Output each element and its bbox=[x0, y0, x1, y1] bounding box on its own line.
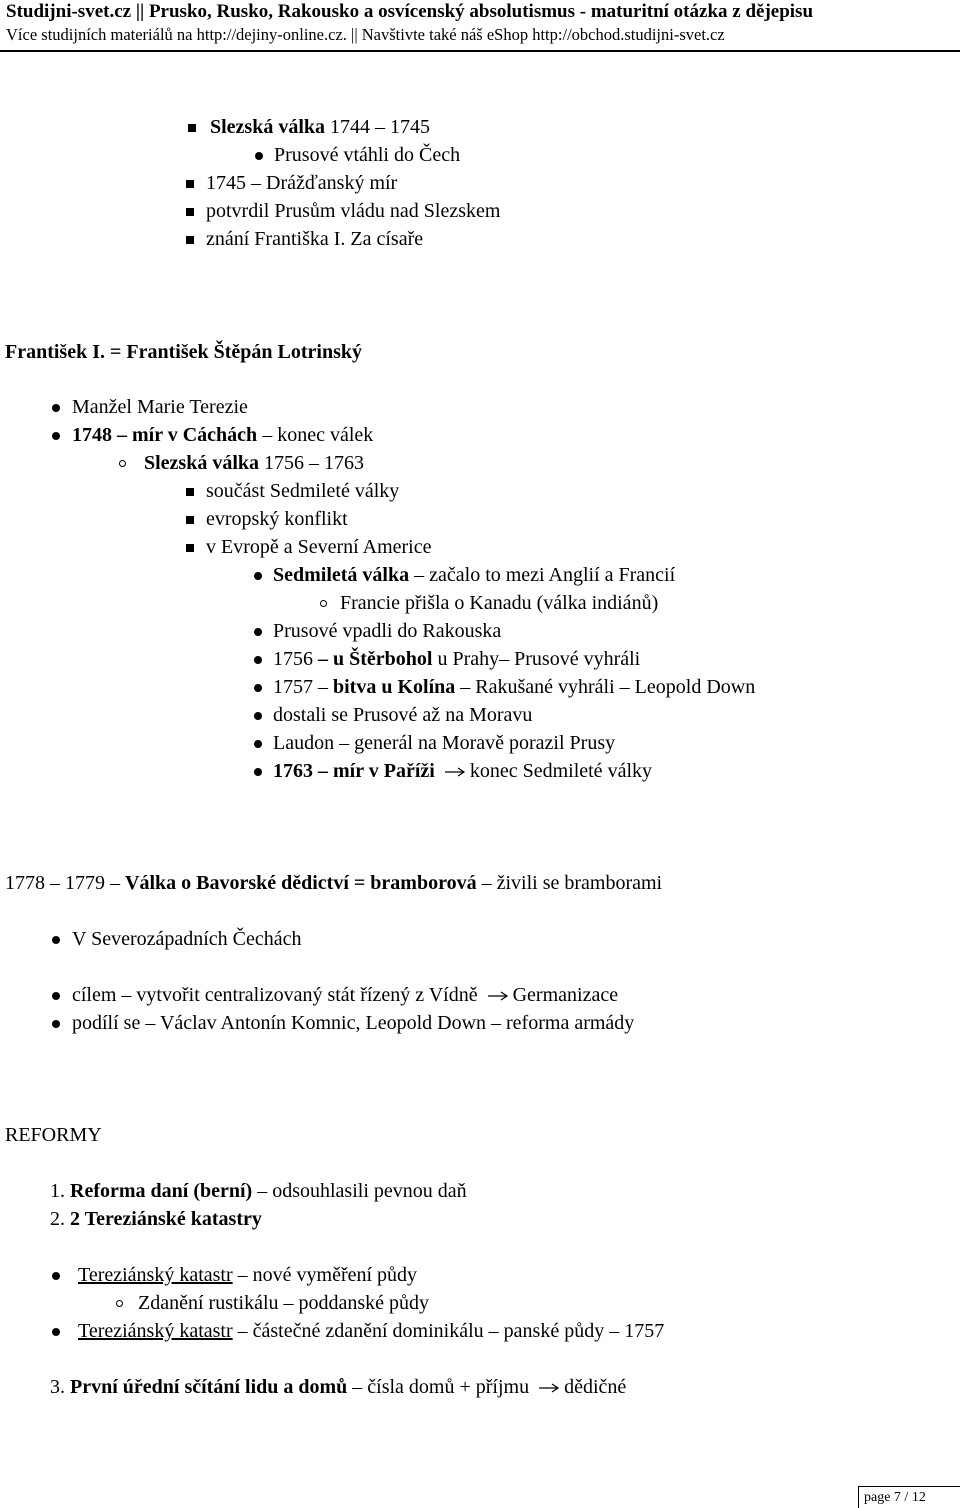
list-item bbox=[210, 115, 430, 139]
item-text: 1756 – 1763 bbox=[259, 452, 365, 474]
header-title-line bbox=[6, 1, 813, 23]
heading-bold-text: Válka o Bavorské dědictví = bramborová bbox=[125, 872, 477, 894]
item-text: cílem – vytvořit centralizovaný stát řízený z Vídně bbox=[72, 984, 478, 1006]
item-number: 1. bbox=[50, 1180, 65, 1202]
list-item bbox=[273, 647, 640, 671]
header-more-materials-link[interactable]: Více studijních materiálů na http://dejiny-online.cz. bbox=[6, 25, 347, 44]
header-eshop-link[interactable]: Navštivte také náš eShop http://obchod.studijni-svet.cz bbox=[361, 25, 725, 44]
katastr-link[interactable]: Tereziánský katastr bbox=[78, 1320, 233, 1342]
item-text: – začalo to mezi Anglií a Francií bbox=[409, 564, 676, 586]
disc-bullet-icon bbox=[254, 656, 262, 664]
page-number: page 7 / 12 bbox=[864, 1490, 926, 1505]
header-separator: || bbox=[351, 25, 358, 44]
item-text: – Rakušané vyhráli – Leopold Down bbox=[455, 676, 756, 698]
square-bullet-icon bbox=[186, 180, 194, 188]
item-text: dědičné bbox=[564, 1376, 627, 1398]
page-header bbox=[0, 0, 960, 52]
section-heading: REFORMY bbox=[5, 1124, 102, 1146]
item-bold-text: 1763 – mír v Paříži bbox=[273, 760, 435, 782]
list-item: Zdanění rustikálu – poddanské půdy bbox=[138, 1292, 430, 1314]
disc-bullet-icon bbox=[52, 404, 60, 412]
heading-dates: 1778 – 1779 – bbox=[5, 872, 125, 894]
disc-bullet-icon bbox=[52, 1328, 60, 1336]
list-item: Manžel Marie Terezie bbox=[72, 396, 248, 418]
item-text: – konec válek bbox=[257, 424, 374, 446]
item-text: u Prahy– Prusové vyhráli bbox=[432, 648, 641, 670]
disc-bullet-icon bbox=[255, 152, 263, 160]
square-bullet-icon bbox=[186, 236, 194, 244]
list-item bbox=[72, 1319, 664, 1343]
item-text: 1744 – 1745 bbox=[325, 116, 431, 138]
header-site-name[interactable]: Studijni-svet.cz bbox=[6, 1, 132, 22]
header-document-title: Prusko, Rusko, Rakousko a osvícenský absolutismus - maturitní otázka z dějepisu bbox=[148, 1, 814, 22]
list-item: podílí se – Václav Antonín Komnic, Leopold Down – reforma armády bbox=[72, 1012, 635, 1034]
square-bullet-icon bbox=[188, 124, 196, 132]
square-bullet-icon bbox=[186, 208, 194, 216]
item-text: – nové vyměření půdy bbox=[232, 1264, 418, 1286]
disc-bullet-icon bbox=[52, 936, 60, 944]
item-number: 2. bbox=[50, 1208, 65, 1230]
square-bullet-icon bbox=[186, 516, 194, 524]
item-bold-text: – u Štěrbohol bbox=[318, 648, 433, 670]
disc-bullet-icon bbox=[52, 1020, 60, 1028]
list-item bbox=[144, 451, 364, 475]
list-item: evropský konflikt bbox=[206, 508, 348, 530]
item-text: – čísla domů + příjmu bbox=[347, 1376, 530, 1398]
item-text: – částečné zdanění dominikálu – panské půdy – 1757 bbox=[232, 1320, 665, 1342]
circle-bullet-icon bbox=[119, 460, 126, 467]
disc-bullet-icon bbox=[254, 572, 262, 580]
square-bullet-icon bbox=[186, 488, 194, 496]
disc-bullet-icon bbox=[254, 768, 262, 776]
list-item: Prusové vpadli do Rakouska bbox=[273, 620, 502, 642]
item-bold-text: Reforma daní (berní) bbox=[70, 1180, 253, 1202]
header-separator: || bbox=[135, 1, 145, 22]
list-item: v Evropě a Severní Americe bbox=[206, 536, 432, 558]
header-divider bbox=[0, 50, 960, 52]
item-bold-text: Slezská válka bbox=[210, 116, 326, 138]
disc-bullet-icon bbox=[52, 432, 60, 440]
item-bold-text: bitva u Kolína bbox=[333, 676, 456, 698]
right-arrow-icon bbox=[444, 766, 466, 778]
heading-rest-text: – živili se bramborami bbox=[476, 872, 663, 894]
square-bullet-icon bbox=[186, 544, 194, 552]
list-item: Prusové vtáhli do Čech bbox=[274, 144, 461, 166]
item-bold-text: Sedmiletá válka bbox=[273, 564, 410, 586]
list-item: dostali se Prusové až na Moravu bbox=[273, 704, 533, 726]
item-text: Germanizace bbox=[512, 984, 619, 1006]
list-item: znání Františka I. Za císaře bbox=[206, 228, 424, 250]
disc-bullet-icon bbox=[254, 712, 262, 720]
item-text: konec Sedmileté války bbox=[469, 760, 652, 782]
circle-bullet-icon bbox=[320, 600, 327, 607]
item-bold-text: Slezská válka bbox=[144, 452, 260, 474]
list-item: 1745 – Drážďanský mír bbox=[206, 172, 398, 194]
list-item: V Severozápadních Čechách bbox=[72, 928, 302, 950]
item-text: 1757 – bbox=[273, 676, 333, 698]
disc-bullet-icon bbox=[254, 740, 262, 748]
right-arrow-icon bbox=[487, 990, 509, 1002]
disc-bullet-icon bbox=[254, 628, 262, 636]
item-text: 1756 bbox=[273, 648, 318, 670]
numbered-item bbox=[50, 1375, 626, 1399]
circle-bullet-icon bbox=[116, 1300, 123, 1307]
item-bold-text: 2 Tereziánské katastry bbox=[70, 1208, 262, 1230]
katastr-link[interactable]: Tereziánský katastr bbox=[78, 1264, 233, 1286]
disc-bullet-icon bbox=[52, 992, 60, 1000]
list-item bbox=[273, 759, 652, 783]
disc-bullet-icon bbox=[52, 1272, 60, 1280]
item-text: – odsouhlasili pevnou daň bbox=[252, 1180, 467, 1202]
header-subtitle-line bbox=[6, 25, 725, 45]
section-heading bbox=[5, 871, 662, 895]
list-item bbox=[72, 1263, 417, 1287]
list-item: Laudon – generál na Moravě porazil Prusy bbox=[273, 732, 616, 754]
item-bold-text: 1748 – mír v Cáchách bbox=[72, 424, 258, 446]
section-heading: František I. = František Štěpán Lotrinský bbox=[5, 341, 362, 363]
item-number: 3. bbox=[50, 1376, 65, 1398]
numbered-item bbox=[50, 1179, 467, 1203]
numbered-item bbox=[50, 1207, 262, 1231]
list-item: potvrdil Prusům vládu nad Slezskem bbox=[206, 200, 501, 222]
list-item: součást Sedmileté války bbox=[206, 480, 400, 502]
list-item bbox=[72, 423, 373, 447]
right-arrow-icon bbox=[538, 1382, 560, 1394]
item-bold-text: První úřední sčítání lidu a domů bbox=[70, 1376, 348, 1398]
list-item bbox=[72, 983, 618, 1007]
list-item: Francie přišla o Kanadu (válka indiánů) bbox=[340, 592, 659, 614]
disc-bullet-icon bbox=[254, 684, 262, 692]
list-item bbox=[273, 675, 755, 699]
list-item bbox=[273, 563, 675, 587]
